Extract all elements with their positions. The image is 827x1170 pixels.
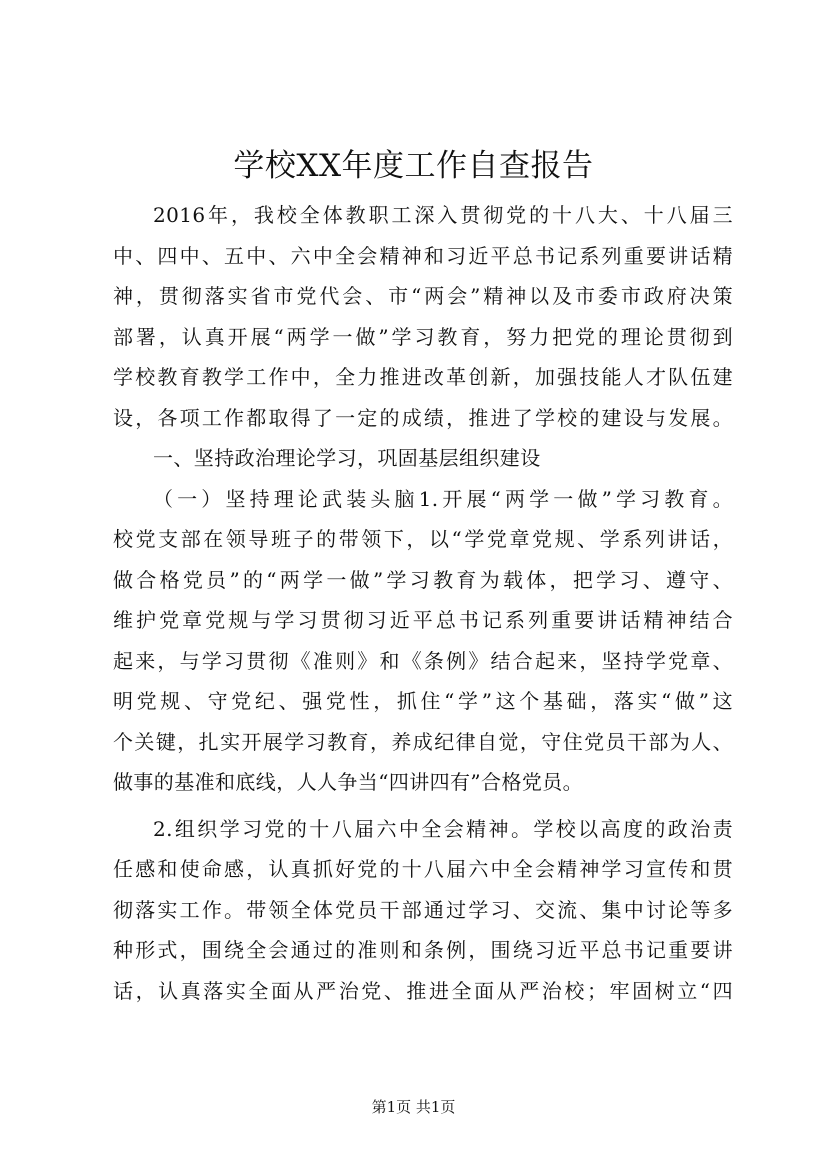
paragraph-line: 维护党章党规与学习贯彻习近平总书记系列重要讲话精神结合 — [113, 608, 733, 632]
paragraph-line: 神，贯彻落实省市党代会、市“两会”精神以及市委市政府决策 — [113, 284, 733, 308]
paragraph-line: 起来，与学习贯彻《准则》和《条例》结合起来，坚持学党章、 — [113, 648, 733, 673]
paragraph-line: 彻落实工作。带领全体党员干部通过学习、交流、集中讨论等多 — [113, 897, 733, 922]
paragraph-line: 学校教育教学工作中，全力推进改革创新，加强技能人才队伍建 — [113, 365, 733, 389]
section-heading: 一、坚持政治理论学习，巩固基层组织建设 — [153, 446, 541, 470]
paragraph-line: 种形式，围绕全会通过的准则和条例，围绕习近平总书记重要讲 — [113, 938, 733, 962]
paragraph-line: 做合格党员”的“两学一做”学习教育为载体，把学习、遵守、 — [113, 567, 733, 592]
paragraph-line: 任感和使命感，认真抓好党的十八届六中全会精神学习宣传和贯 — [113, 857, 733, 881]
paragraph-line: 2.组织学习党的十八届六中全会精神。学校以高度的政治责 — [153, 816, 733, 841]
paragraph-line: 部署，认真开展“两学一做”学习教育，努力把党的理论贯彻到 — [113, 324, 733, 349]
page-footer: 第1页 共1页 — [371, 1098, 456, 1116]
paragraph-line: 话，认真落实全面从严治党、推进全面从严治校；牢固树立“四 — [113, 978, 733, 1003]
paragraph-line: 做事的基准和底线，人人争当“四讲四有”合格党员。 — [113, 770, 584, 794]
subsection-heading: （一）坚持理论武装头脑1.开展“两学一做”学习教育。 — [153, 486, 733, 511]
paragraph-line: 2016年，我校全体教职工深入贯彻党的十八大、十八届三 — [153, 203, 733, 227]
paragraph-line: 设，各项工作都取得了一定的成绩，推进了学校的建设与发展。 — [113, 405, 733, 430]
document-body — [113, 195, 733, 1011]
paragraph-line: 个关键，扎实开展学习教育，养成纪律自觉，守住党员干部为人、 — [113, 729, 733, 754]
paragraph-line: 校党支部在领导班子的带领下，以“学党章党规、学系列讲话， — [113, 527, 733, 551]
paragraph-line: 明党规、守党纪、强党性，抓住“学”这个基础，落实“做”这 — [113, 689, 733, 713]
document-title: 学校XX年度工作自查报告 — [233, 148, 594, 184]
paragraph-line: 中、四中、五中、六中全会精神和习近平总书记系列重要讲话精 — [113, 243, 733, 268]
